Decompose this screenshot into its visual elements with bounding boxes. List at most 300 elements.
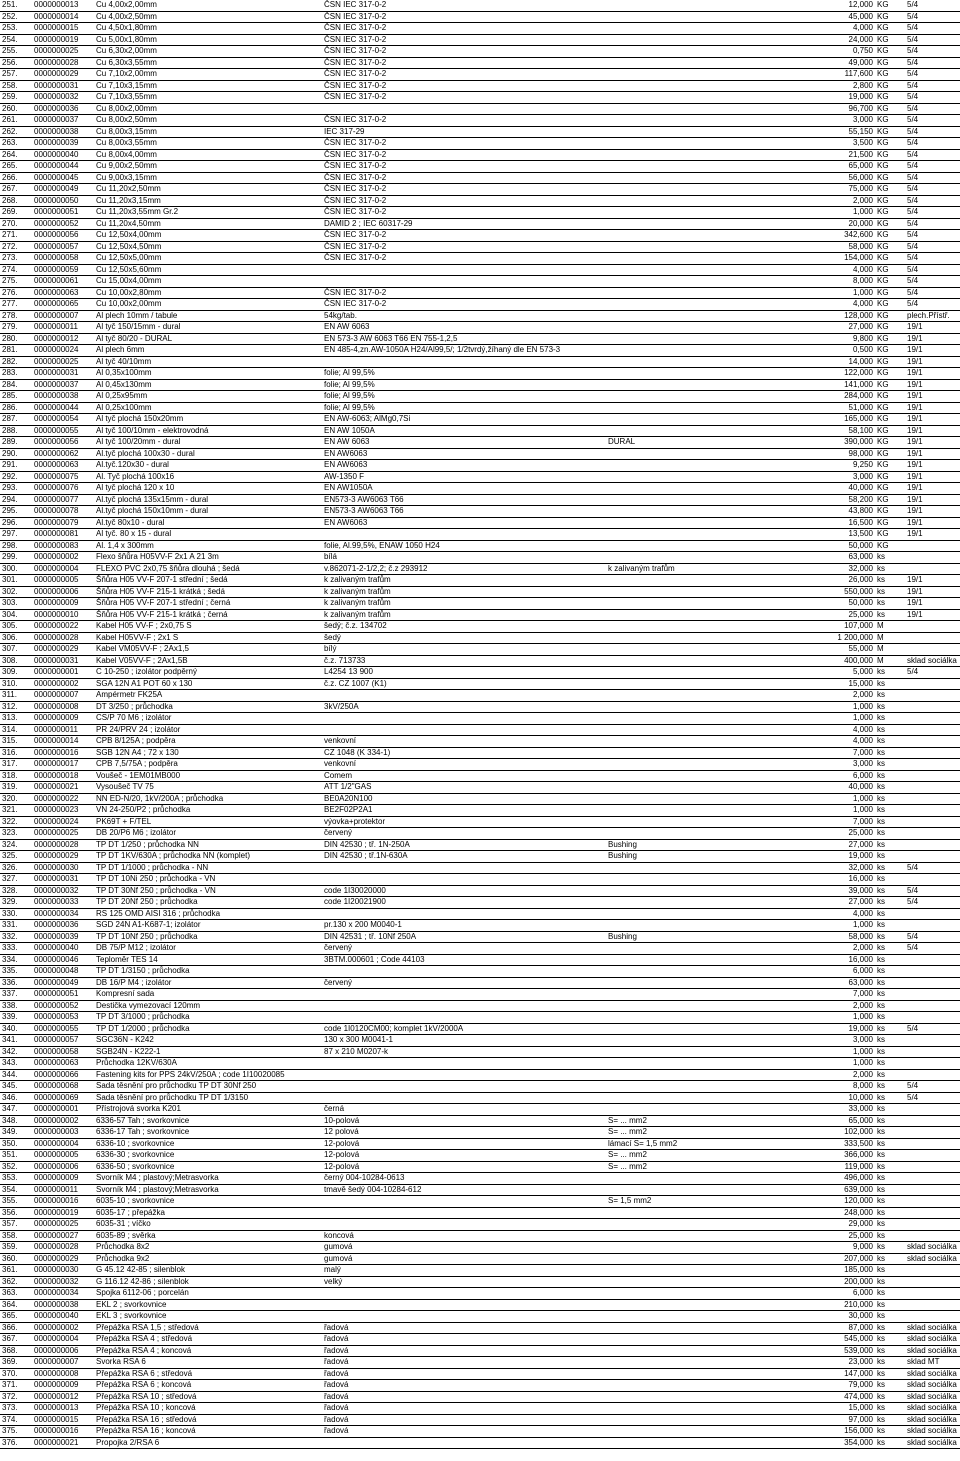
item-standard: gumová	[322, 1253, 606, 1265]
item-location	[905, 563, 960, 575]
item-quantity: 0,500	[730, 345, 875, 357]
item-quantity: 24,000	[730, 34, 875, 46]
item-note	[606, 57, 730, 69]
item-standard: 3BTM.000601 ; Code 44103	[322, 954, 606, 966]
item-quantity: 1,000	[730, 920, 875, 932]
item-note: S= 1,5 mm2	[606, 1196, 730, 1208]
item-unit: ks	[875, 1138, 905, 1150]
row-number: 307.	[0, 644, 32, 656]
item-unit: KG	[875, 276, 905, 288]
item-note	[606, 333, 730, 345]
row-number: 259.	[0, 92, 32, 104]
item-location	[905, 782, 960, 794]
row-number: 321.	[0, 805, 32, 817]
item-code: 0000000029	[32, 851, 94, 863]
row-number: 324.	[0, 839, 32, 851]
item-quantity: 4,000	[730, 908, 875, 920]
item-code: 0000000011	[32, 724, 94, 736]
item-quantity: 120,000	[730, 1196, 875, 1208]
table-row	[0, 908, 960, 920]
item-standard: šedý; č.z. 134702	[322, 621, 606, 633]
item-quantity: 1,000	[730, 1046, 875, 1058]
table-row	[0, 1046, 960, 1058]
row-number: 353.	[0, 1173, 32, 1185]
item-quantity: 25,000	[730, 828, 875, 840]
item-name: 6035-31 ; víčko	[94, 1219, 322, 1231]
item-note	[606, 690, 730, 702]
item-standard: 130 x 300 M0041-1	[322, 1035, 606, 1047]
row-number: 343.	[0, 1058, 32, 1070]
item-name: NN ED-N/20, 1kV/200A ; průchodka	[94, 793, 322, 805]
item-quantity: 40,000	[730, 483, 875, 495]
item-standard: EN AW1050A	[322, 483, 606, 495]
table-row	[0, 1138, 960, 1150]
item-standard	[322, 1299, 606, 1311]
item-quantity: 58,000	[730, 931, 875, 943]
item-note	[606, 287, 730, 299]
item-code: 0000000002	[32, 1322, 94, 1334]
item-name: SGD 24N A1-K687-1; izolátor	[94, 920, 322, 932]
item-name: TP DT 1KV/630A ; průchodka NN (komplet)	[94, 851, 322, 863]
item-name: 6035-89 ; svěrka	[94, 1230, 322, 1242]
item-standard: 12-polová	[322, 1161, 606, 1173]
item-standard: ČSN IEC 317-0-2	[322, 46, 606, 58]
item-location: 19/1	[905, 345, 960, 357]
item-code: 0000000029	[32, 644, 94, 656]
table-row	[0, 34, 960, 46]
table-row	[0, 770, 960, 782]
table-row	[0, 506, 960, 518]
item-code: 0000000017	[32, 759, 94, 771]
item-standard: řadová	[322, 1426, 606, 1438]
item-name: G 116.12 42-86 ; silenblok	[94, 1276, 322, 1288]
item-unit: ks	[875, 1299, 905, 1311]
item-note	[606, 1380, 730, 1392]
item-location: 5/4	[905, 126, 960, 138]
item-unit: KG	[875, 540, 905, 552]
item-quantity: 1,000	[730, 1012, 875, 1024]
item-quantity: 6,000	[730, 770, 875, 782]
row-number: 290.	[0, 448, 32, 460]
item-unit: ks	[875, 1092, 905, 1104]
row-number: 327.	[0, 874, 32, 886]
item-location: 5/4	[905, 931, 960, 943]
item-quantity: 550,000	[730, 586, 875, 598]
item-name: Cu 12,50x4,50mm	[94, 241, 322, 253]
item-standard: řadová	[322, 1345, 606, 1357]
item-name: Vysoušeč TV 75	[94, 782, 322, 794]
table-row	[0, 253, 960, 265]
item-quantity: 117,600	[730, 69, 875, 81]
item-standard: EN573-3 AW6063 T66	[322, 494, 606, 506]
item-code: 0000000055	[32, 1023, 94, 1035]
item-code: 0000000023	[32, 805, 94, 817]
item-quantity: 207,000	[730, 1253, 875, 1265]
item-unit: KG	[875, 69, 905, 81]
item-standard: ČSN IEC 317-0-2	[322, 195, 606, 207]
item-code: 0000000013	[32, 0, 94, 11]
item-location	[905, 851, 960, 863]
item-quantity: 1,000	[730, 793, 875, 805]
item-note	[606, 241, 730, 253]
item-standard: ČSN IEC 317-0-2	[322, 207, 606, 219]
item-location	[905, 713, 960, 725]
item-note: Bushing	[606, 851, 730, 863]
item-note	[606, 471, 730, 483]
table-row	[0, 1334, 960, 1346]
item-note: S= ... mm2	[606, 1150, 730, 1162]
item-note	[606, 494, 730, 506]
item-unit: KG	[875, 494, 905, 506]
table-row	[0, 448, 960, 460]
item-unit: KG	[875, 287, 905, 299]
item-note	[606, 276, 730, 288]
item-name: Průchodka 8x2	[94, 1242, 322, 1254]
item-location: 5/4	[905, 103, 960, 115]
item-standard: ČSN IEC 317-0-2	[322, 241, 606, 253]
item-name: Přepážka RSA 10 ; středová	[94, 1391, 322, 1403]
item-standard: ČSN IEC 317-0-2	[322, 11, 606, 23]
item-note	[606, 195, 730, 207]
table-row	[0, 92, 960, 104]
item-name: Kabel H05 VV-F ; 2x0,75 S	[94, 621, 322, 633]
item-location	[905, 839, 960, 851]
item-name: TP DT 1/1000 ; průchodka - NN	[94, 862, 322, 874]
item-quantity: 185,000	[730, 1265, 875, 1277]
item-quantity: 87,000	[730, 1322, 875, 1334]
table-row	[0, 1265, 960, 1277]
item-location	[905, 1161, 960, 1173]
row-number: 372.	[0, 1391, 32, 1403]
item-unit: ks	[875, 977, 905, 989]
item-location: 19/1	[905, 609, 960, 621]
item-unit: KG	[875, 368, 905, 380]
row-number: 340.	[0, 1023, 32, 1035]
item-standard: EN AW 1050A	[322, 425, 606, 437]
item-quantity: 7,000	[730, 747, 875, 759]
item-standard: ČSN IEC 317-0-2	[322, 23, 606, 35]
item-location	[905, 770, 960, 782]
row-number: 293.	[0, 483, 32, 495]
item-standard	[322, 1437, 606, 1449]
item-name: Sada těsnění pro průchodku TP DT 30Nf 250	[94, 1081, 322, 1093]
item-quantity: 154,000	[730, 253, 875, 265]
item-name: 6336-30 ; svorkovnice	[94, 1150, 322, 1162]
item-quantity: 65,000	[730, 1115, 875, 1127]
table-row	[0, 874, 960, 886]
item-name: Cu 4,00x2,00mm	[94, 0, 322, 11]
item-unit: KG	[875, 218, 905, 230]
row-number: 267.	[0, 184, 32, 196]
table-row	[0, 713, 960, 725]
item-note	[606, 368, 730, 380]
item-quantity: 32,000	[730, 563, 875, 575]
item-quantity: 119,000	[730, 1161, 875, 1173]
item-standard: řadová	[322, 1334, 606, 1346]
item-location	[905, 1127, 960, 1139]
item-location	[905, 1138, 960, 1150]
item-note	[606, 908, 730, 920]
item-quantity: 4,000	[730, 23, 875, 35]
item-quantity: 7,000	[730, 989, 875, 1001]
item-location: 5/4	[905, 241, 960, 253]
table-row	[0, 391, 960, 403]
item-unit: KG	[875, 437, 905, 449]
row-number: 294.	[0, 494, 32, 506]
item-unit: KG	[875, 207, 905, 219]
item-unit: ks	[875, 690, 905, 702]
item-location	[905, 828, 960, 840]
row-number: 325.	[0, 851, 32, 863]
table-row	[0, 1368, 960, 1380]
item-name: 6336-57 Tah ; svorkovnice	[94, 1115, 322, 1127]
item-code: 0000000065	[32, 299, 94, 311]
item-code: 0000000063	[32, 460, 94, 472]
table-row	[0, 1357, 960, 1369]
item-note: Bushing	[606, 839, 730, 851]
item-name: G 45.12 42-85 ; silenblok	[94, 1265, 322, 1277]
item-name: TP DT 1/3150 ; průchodka	[94, 966, 322, 978]
item-note	[606, 218, 730, 230]
item-location: sklad sociálka	[905, 1322, 960, 1334]
table-row	[0, 862, 960, 874]
item-standard: ČSN IEC 317-0-2	[322, 184, 606, 196]
item-standard: folie; Al 99,5%	[322, 368, 606, 380]
item-location	[905, 1035, 960, 1047]
item-standard	[322, 1219, 606, 1231]
item-standard: folie, Al.99,5%, ENAW 1050 H24	[322, 540, 606, 552]
item-unit: KG	[875, 92, 905, 104]
item-note	[606, 552, 730, 564]
table-row	[0, 1092, 960, 1104]
item-location	[905, 1230, 960, 1242]
row-number: 283.	[0, 368, 32, 380]
row-number: 349.	[0, 1127, 32, 1139]
row-number: 369.	[0, 1357, 32, 1369]
item-standard: 54kg/tab.	[322, 310, 606, 322]
item-standard	[322, 966, 606, 978]
item-name: 6035-10 ; svorkovnice	[94, 1196, 322, 1208]
row-number: 257.	[0, 69, 32, 81]
item-unit: KG	[875, 11, 905, 23]
item-standard: 12 polová	[322, 1127, 606, 1139]
item-standard	[322, 1207, 606, 1219]
item-name: Cu 7,10x3,55mm	[94, 92, 322, 104]
item-code: 0000000004	[32, 563, 94, 575]
row-number: 264.	[0, 149, 32, 161]
item-unit: ks	[875, 1069, 905, 1081]
item-code: 0000000049	[32, 184, 94, 196]
row-number: 330.	[0, 908, 32, 920]
item-note	[606, 667, 730, 679]
row-number: 345.	[0, 1081, 32, 1093]
item-note	[606, 460, 730, 472]
item-location: 19/1	[905, 575, 960, 587]
item-standard	[322, 724, 606, 736]
item-location: 5/4	[905, 897, 960, 909]
item-note	[606, 1334, 730, 1346]
item-name: Cu 11,20x3,15mm	[94, 195, 322, 207]
row-number: 274.	[0, 264, 32, 276]
item-unit: ks	[875, 1127, 905, 1139]
row-number: 300.	[0, 563, 32, 575]
item-note	[606, 92, 730, 104]
item-note	[606, 483, 730, 495]
item-name: RS 125 OMD AISI 316 ; průchodka	[94, 908, 322, 920]
item-quantity: 56,000	[730, 172, 875, 184]
row-number: 304.	[0, 609, 32, 621]
item-unit: M	[875, 632, 905, 644]
item-location	[905, 540, 960, 552]
table-row	[0, 1299, 960, 1311]
item-quantity: 43,800	[730, 506, 875, 518]
item-name: 6336-50 ; svorkovnice	[94, 1161, 322, 1173]
item-note	[606, 1414, 730, 1426]
table-row	[0, 1380, 960, 1392]
item-code: 0000000024	[32, 816, 94, 828]
table-row	[0, 23, 960, 35]
item-code: 0000000008	[32, 1368, 94, 1380]
item-unit: KG	[875, 103, 905, 115]
item-location	[905, 1046, 960, 1058]
item-note	[606, 632, 730, 644]
item-unit: ks	[875, 1023, 905, 1035]
row-number: 376.	[0, 1437, 32, 1449]
item-code: 0000000004	[32, 1334, 94, 1346]
item-name: Cu 9,00x2,50mm	[94, 161, 322, 173]
item-standard: DAMID 2 ; IEC 60317-29	[322, 218, 606, 230]
item-standard: řadová	[322, 1357, 606, 1369]
item-unit: KG	[875, 356, 905, 368]
item-note	[606, 609, 730, 621]
item-note	[606, 1265, 730, 1277]
item-standard: folie; Al 99,5%	[322, 402, 606, 414]
row-number: 333.	[0, 943, 32, 955]
item-quantity: 29,000	[730, 1219, 875, 1231]
table-row	[0, 1322, 960, 1334]
row-number: 352.	[0, 1161, 32, 1173]
table-row	[0, 1288, 960, 1300]
item-note	[606, 644, 730, 656]
item-standard: folie; Al 99,5%	[322, 391, 606, 403]
item-standard: červený	[322, 977, 606, 989]
item-note	[606, 253, 730, 265]
item-note	[606, 126, 730, 138]
item-location: 5/4	[905, 943, 960, 955]
item-unit: ks	[875, 1426, 905, 1438]
item-name: Přepážka RSA 16 ; koncová	[94, 1426, 322, 1438]
item-unit: ks	[875, 1414, 905, 1426]
item-note	[606, 0, 730, 11]
row-number: 299.	[0, 552, 32, 564]
row-number: 268.	[0, 195, 32, 207]
item-code: 0000000030	[32, 862, 94, 874]
item-code: 0000000005	[32, 575, 94, 587]
item-standard: ČSN IEC 317-0-2	[322, 287, 606, 299]
item-code: 0000000004	[32, 1138, 94, 1150]
item-location	[905, 977, 960, 989]
row-number: 263.	[0, 138, 32, 150]
item-unit: KG	[875, 517, 905, 529]
item-code: 0000000038	[32, 126, 94, 138]
item-quantity: 2,000	[730, 943, 875, 955]
item-unit: ks	[875, 1184, 905, 1196]
item-quantity: 58,000	[730, 241, 875, 253]
item-location: 5/4	[905, 667, 960, 679]
item-code: 0000000034	[32, 1288, 94, 1300]
item-location: 5/4	[905, 34, 960, 46]
item-note	[606, 506, 730, 518]
item-standard: BE2F02P2A1	[322, 805, 606, 817]
item-quantity: 19,000	[730, 851, 875, 863]
item-code: 0000000045	[32, 172, 94, 184]
row-number: 364.	[0, 1299, 32, 1311]
item-location: 19/1	[905, 471, 960, 483]
item-note	[606, 1357, 730, 1369]
item-location	[905, 1184, 960, 1196]
row-number: 278.	[0, 310, 32, 322]
item-code: 0000000025	[32, 46, 94, 58]
item-code: 0000000044	[32, 402, 94, 414]
item-quantity: 98,000	[730, 448, 875, 460]
table-row	[0, 1391, 960, 1403]
table-row	[0, 241, 960, 253]
item-location	[905, 1288, 960, 1300]
table-row	[0, 782, 960, 794]
item-code: 0000000061	[32, 276, 94, 288]
item-location	[905, 816, 960, 828]
item-quantity: 79,000	[730, 1380, 875, 1392]
table-row	[0, 793, 960, 805]
row-number: 314.	[0, 724, 32, 736]
item-standard: ČSN IEC 317-0-2	[322, 69, 606, 81]
item-unit: KG	[875, 161, 905, 173]
item-location	[905, 1000, 960, 1012]
item-code: 0000000001	[32, 1104, 94, 1116]
item-code: 0000000006	[32, 1345, 94, 1357]
item-unit: KG	[875, 253, 905, 265]
item-note	[606, 103, 730, 115]
item-code: 0000000025	[32, 828, 94, 840]
item-name: Destička vymezovací 120mm	[94, 1000, 322, 1012]
table-row	[0, 897, 960, 909]
item-location: 5/4	[905, 184, 960, 196]
item-code: 0000000015	[32, 23, 94, 35]
item-quantity: 19,000	[730, 1023, 875, 1035]
item-standard: k zalivaným trafům	[322, 598, 606, 610]
table-row	[0, 1000, 960, 1012]
table-row	[0, 1012, 960, 1024]
item-unit: ks	[875, 931, 905, 943]
item-code: 0000000051	[32, 989, 94, 1001]
table-row	[0, 1345, 960, 1357]
item-code: 0000000025	[32, 356, 94, 368]
item-name: Kompresní sada	[94, 989, 322, 1001]
item-standard	[322, 1000, 606, 1012]
item-unit: ks	[875, 782, 905, 794]
item-location: sklad sociálka	[905, 1334, 960, 1346]
row-number: 342.	[0, 1046, 32, 1058]
item-location: 5/4	[905, 138, 960, 150]
item-unit: KG	[875, 184, 905, 196]
item-note: S= ... mm2	[606, 1161, 730, 1173]
item-standard: ČSN IEC 317-0-2	[322, 115, 606, 127]
row-number: 284.	[0, 379, 32, 391]
item-note	[606, 310, 730, 322]
item-unit: M	[875, 644, 905, 656]
item-location: sklad sociálka	[905, 1253, 960, 1265]
row-number: 341.	[0, 1035, 32, 1047]
